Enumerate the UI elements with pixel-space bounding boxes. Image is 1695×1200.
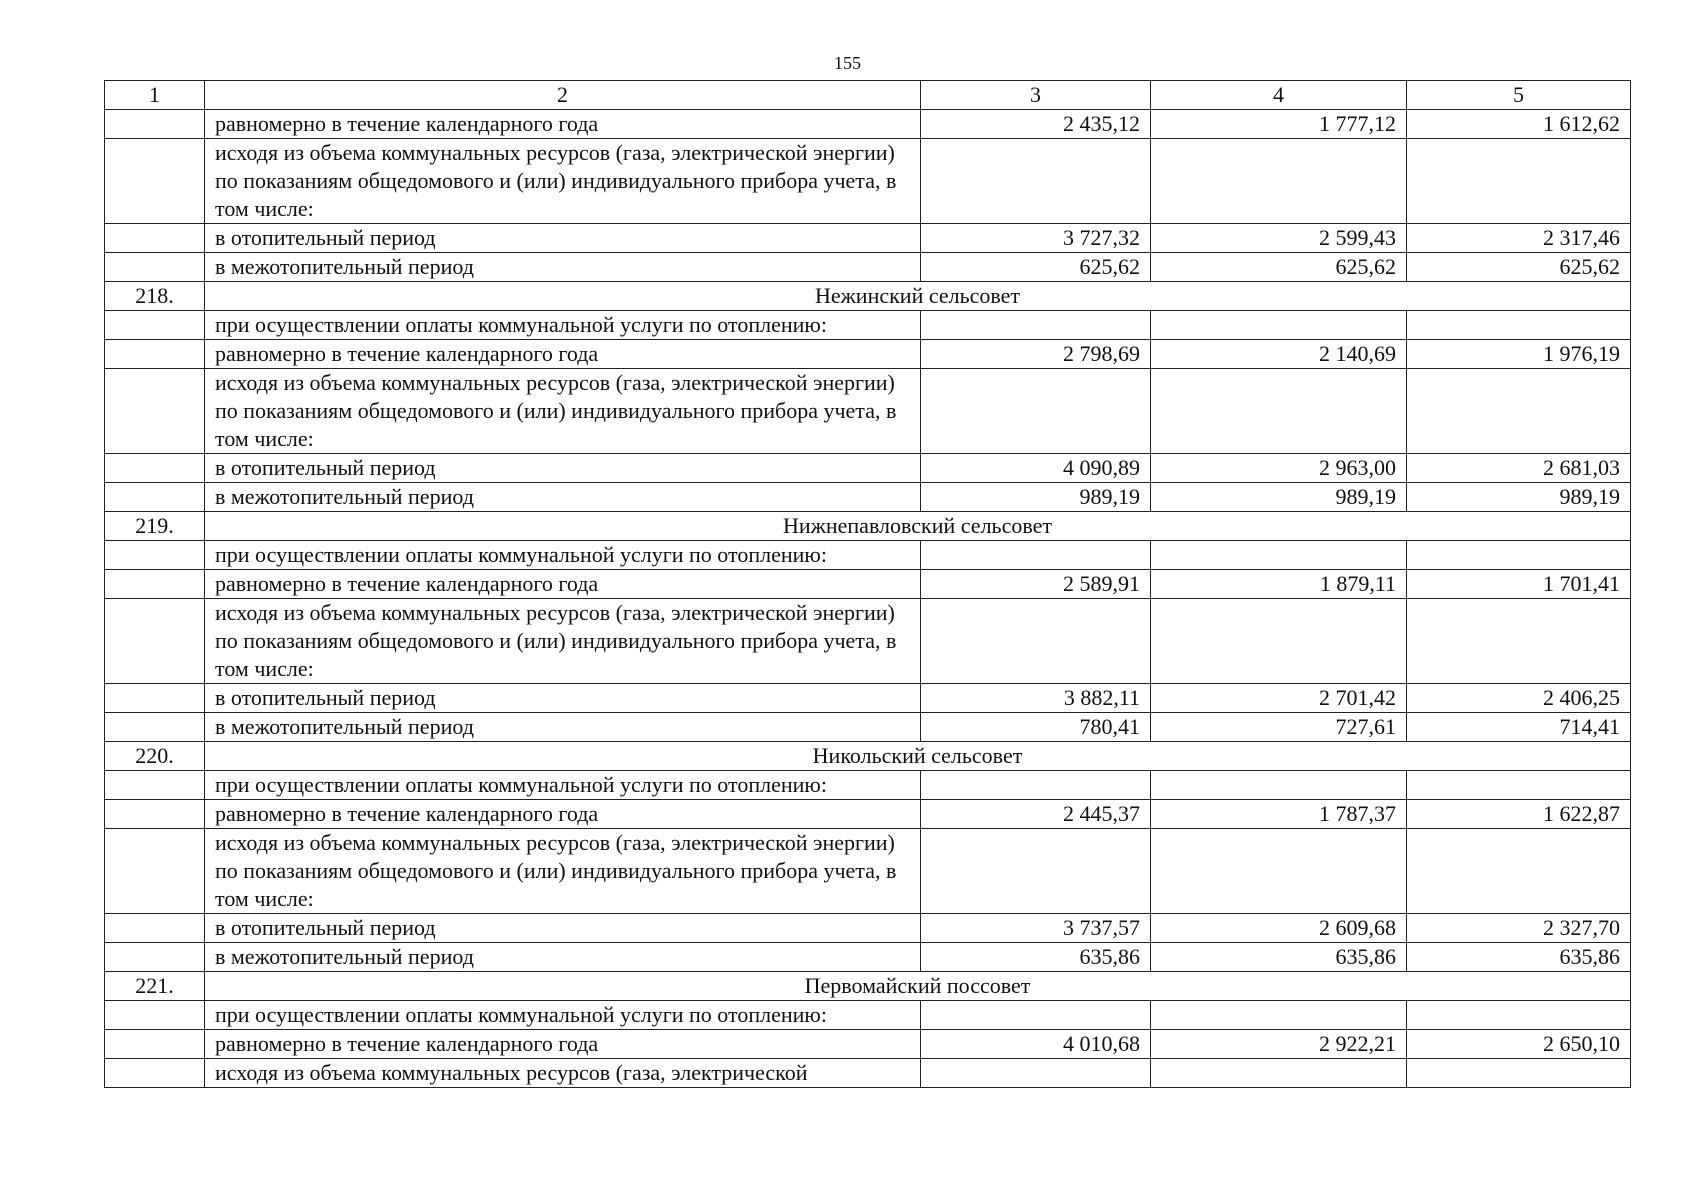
value-col-5: 1 976,19 — [1407, 340, 1631, 369]
table-row — [105, 253, 1631, 282]
value-col-3: 3 727,32 — [921, 224, 1151, 253]
table-row — [105, 570, 1631, 599]
row-number: 219. — [105, 512, 205, 541]
value-col-5 — [1407, 139, 1631, 224]
value-col-5 — [1407, 369, 1631, 454]
value-col-5: 2 681,03 — [1407, 454, 1631, 483]
section-row — [105, 972, 1631, 1001]
row-number: 218. — [105, 282, 205, 311]
value-col-4: 727,61 — [1151, 713, 1407, 742]
value-col-5: 1 622,87 — [1407, 800, 1631, 829]
row-number — [105, 139, 205, 224]
row-description: равномерно в течение календарного года — [205, 570, 921, 599]
row-description: исходя из объема коммунальных ресурсов (газа, электрической энергии) по показаниям общедомового и (или) индивидуального прибора учета, в том числе: — [205, 829, 921, 914]
value-col-5: 2 650,10 — [1407, 1030, 1631, 1059]
value-col-5: 989,19 — [1407, 483, 1631, 512]
value-col-5: 625,62 — [1407, 253, 1631, 282]
value-col-3: 4 010,68 — [921, 1030, 1151, 1059]
value-col-5 — [1407, 1001, 1631, 1030]
value-col-5: 1 701,41 — [1407, 570, 1631, 599]
tariff-table — [104, 80, 1631, 1088]
value-col-3 — [921, 541, 1151, 570]
row-description: исходя из объема коммунальных ресурсов (газа, электрической энергии) по показаниям общедомового и (или) индивидуального прибора учета, в том числе: — [205, 369, 921, 454]
row-description: в отопительный период — [205, 224, 921, 253]
value-col-4: 1 777,12 — [1151, 110, 1407, 139]
row-number — [105, 369, 205, 454]
table-row — [105, 311, 1631, 340]
column-header: 3 — [921, 81, 1151, 110]
value-col-3: 2 589,91 — [921, 570, 1151, 599]
value-col-5: 2 327,70 — [1407, 914, 1631, 943]
value-col-5: 714,41 — [1407, 713, 1631, 742]
value-col-4 — [1151, 599, 1407, 684]
row-description: в отопительный период — [205, 454, 921, 483]
value-col-5 — [1407, 311, 1631, 340]
row-number: 221. — [105, 972, 205, 1001]
column-header: 2 — [205, 81, 921, 110]
table-row — [105, 139, 1631, 224]
value-col-5: 2 317,46 — [1407, 224, 1631, 253]
section-title: Никольский сельсовет — [205, 742, 1631, 771]
row-description: при осуществлении оплаты коммунальной услуги по отоплению: — [205, 771, 921, 800]
value-col-4: 1 787,37 — [1151, 800, 1407, 829]
row-number — [105, 684, 205, 713]
table-row — [105, 800, 1631, 829]
table-row — [105, 1001, 1631, 1030]
row-description: в межотопительный период — [205, 713, 921, 742]
value-col-4 — [1151, 541, 1407, 570]
row-number — [105, 800, 205, 829]
row-description: в межотопительный период — [205, 253, 921, 282]
row-description: равномерно в течение календарного года — [205, 1030, 921, 1059]
section-title: Первомайский поссовет — [205, 972, 1631, 1001]
row-number — [105, 340, 205, 369]
row-description: при осуществлении оплаты коммунальной услуги по отоплению: — [205, 541, 921, 570]
row-number — [105, 311, 205, 340]
value-col-5: 635,86 — [1407, 943, 1631, 972]
row-description: исходя из объема коммунальных ресурсов (газа, электрической — [205, 1059, 921, 1088]
value-col-3 — [921, 139, 1151, 224]
row-number — [105, 541, 205, 570]
value-col-4: 2 701,42 — [1151, 684, 1407, 713]
table-row — [105, 943, 1631, 972]
value-col-5 — [1407, 541, 1631, 570]
value-col-4: 1 879,11 — [1151, 570, 1407, 599]
value-col-3: 3 737,57 — [921, 914, 1151, 943]
value-col-3 — [921, 829, 1151, 914]
table-row — [105, 684, 1631, 713]
row-number — [105, 1001, 205, 1030]
row-description: в отопительный период — [205, 914, 921, 943]
row-number — [105, 570, 205, 599]
value-col-4: 625,62 — [1151, 253, 1407, 282]
page-number: 155 — [834, 53, 861, 73]
row-description: исходя из объема коммунальных ресурсов (газа, электрической энергии) по показаниям общедомового и (или) индивидуального прибора учета, в том числе: — [205, 139, 921, 224]
value-col-3: 2 435,12 — [921, 110, 1151, 139]
row-number — [105, 483, 205, 512]
value-col-3 — [921, 1059, 1151, 1088]
row-description: равномерно в течение календарного года — [205, 340, 921, 369]
row-description: в межотопительный период — [205, 943, 921, 972]
table-row — [105, 369, 1631, 454]
table-row — [105, 914, 1631, 943]
column-header: 4 — [1151, 81, 1407, 110]
value-col-5 — [1407, 599, 1631, 684]
value-col-3 — [921, 599, 1151, 684]
row-number — [105, 110, 205, 139]
row-description: равномерно в течение календарного года — [205, 800, 921, 829]
section-title: Нежинский сельсовет — [205, 282, 1631, 311]
row-number — [105, 1059, 205, 1088]
value-col-4 — [1151, 771, 1407, 800]
value-col-3 — [921, 311, 1151, 340]
value-col-3 — [921, 369, 1151, 454]
section-row — [105, 282, 1631, 311]
value-col-5 — [1407, 829, 1631, 914]
value-col-3: 780,41 — [921, 713, 1151, 742]
row-number — [105, 829, 205, 914]
row-number — [105, 771, 205, 800]
value-col-4: 2 609,68 — [1151, 914, 1407, 943]
value-col-4 — [1151, 369, 1407, 454]
value-col-4: 635,86 — [1151, 943, 1407, 972]
value-col-5 — [1407, 771, 1631, 800]
row-number — [105, 599, 205, 684]
value-col-4: 2 963,00 — [1151, 454, 1407, 483]
table-row — [105, 829, 1631, 914]
value-col-3: 989,19 — [921, 483, 1151, 512]
section-row — [105, 512, 1631, 541]
table-row — [105, 454, 1631, 483]
value-col-3: 635,86 — [921, 943, 1151, 972]
value-col-4: 2 140,69 — [1151, 340, 1407, 369]
value-col-5: 1 612,62 — [1407, 110, 1631, 139]
table-row — [105, 541, 1631, 570]
section-row — [105, 742, 1631, 771]
table-row — [105, 1059, 1631, 1088]
row-description: в отопительный период — [205, 684, 921, 713]
table-row — [105, 110, 1631, 139]
table-row — [105, 713, 1631, 742]
row-description: в межотопительный период — [205, 483, 921, 512]
row-number — [105, 943, 205, 972]
value-col-4 — [1151, 1059, 1407, 1088]
value-col-4 — [1151, 311, 1407, 340]
row-number — [105, 224, 205, 253]
column-header: 1 — [105, 81, 205, 110]
table-body — [105, 81, 1631, 1088]
row-number: 220. — [105, 742, 205, 771]
row-number — [105, 253, 205, 282]
row-number — [105, 713, 205, 742]
value-col-3 — [921, 1001, 1151, 1030]
table-row — [105, 224, 1631, 253]
value-col-4 — [1151, 1001, 1407, 1030]
value-col-4 — [1151, 139, 1407, 224]
value-col-5: 2 406,25 — [1407, 684, 1631, 713]
value-col-5 — [1407, 1059, 1631, 1088]
value-col-4: 989,19 — [1151, 483, 1407, 512]
row-description: исходя из объема коммунальных ресурсов (газа, электрической энергии) по показаниям общедомового и (или) индивидуального прибора учета, в том числе: — [205, 599, 921, 684]
table-row — [105, 1030, 1631, 1059]
section-title: Нижнепавловский сельсовет — [205, 512, 1631, 541]
column-header: 5 — [1407, 81, 1631, 110]
row-description: при осуществлении оплаты коммунальной услуги по отоплению: — [205, 311, 921, 340]
value-col-4: 2 599,43 — [1151, 224, 1407, 253]
value-col-3: 3 882,11 — [921, 684, 1151, 713]
value-col-4: 2 922,21 — [1151, 1030, 1407, 1059]
table-row — [105, 771, 1631, 800]
row-description: при осуществлении оплаты коммунальной услуги по отоплению: — [205, 1001, 921, 1030]
value-col-3: 2 798,69 — [921, 340, 1151, 369]
value-col-3: 4 090,89 — [921, 454, 1151, 483]
row-number — [105, 914, 205, 943]
table-row — [105, 340, 1631, 369]
value-col-3: 2 445,37 — [921, 800, 1151, 829]
table-row — [105, 599, 1631, 684]
row-number — [105, 454, 205, 483]
value-col-3: 625,62 — [921, 253, 1151, 282]
value-col-3 — [921, 771, 1151, 800]
row-number — [105, 1030, 205, 1059]
column-header-row — [105, 81, 1631, 110]
value-col-4 — [1151, 829, 1407, 914]
table-row — [105, 483, 1631, 512]
row-description: равномерно в течение календарного года — [205, 110, 921, 139]
